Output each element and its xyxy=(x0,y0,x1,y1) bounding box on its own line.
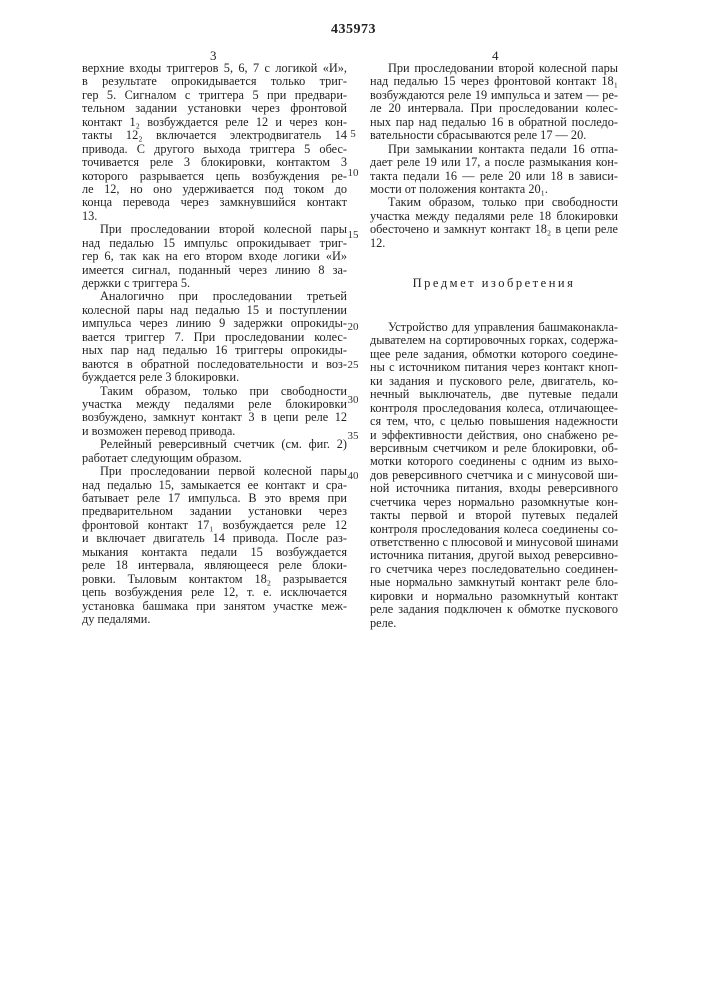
text-line: вается триггер 7. При проследовании колес- xyxy=(82,331,347,344)
right-column xyxy=(370,62,618,250)
text-line: го счетчика через последовательно соединен- xyxy=(370,563,618,576)
text-line: имеется сигнал, поданный через линию 8 за- xyxy=(82,264,347,277)
patent-number: 435973 xyxy=(0,22,707,38)
text-line: вательности сбрасываются реле 17 — 20. xyxy=(370,129,618,142)
text-line: и включает двигатель 14 привода. После раз- xyxy=(82,532,347,545)
text-line: ле 20 интервала. При проследовании колес- xyxy=(370,102,618,115)
text-line: установка башмака при занятом участке меж- xyxy=(82,600,347,613)
text-line: батывает реле 17 импульса. В это время при xyxy=(82,492,347,505)
text-line: щее реле задания, обмотки которого соедине- xyxy=(370,348,618,361)
claims-heading: Предмет изобретения xyxy=(370,276,618,291)
text-line: дывателем на сортировочных горках, содержа- xyxy=(370,334,618,347)
line-number: 5 xyxy=(343,128,363,140)
text-line: и возможен перевод привода. xyxy=(82,425,347,438)
text-line: ки задания и пускового реле, двигатель, ко- xyxy=(370,375,618,388)
line-number: 10 xyxy=(343,167,363,179)
text-line: в результате опрокидывается только триг- xyxy=(82,75,347,88)
line-number: 40 xyxy=(343,470,363,482)
text-line: дов реверсивного счетчика и с минусовой ши- xyxy=(370,469,618,482)
text-line: мости от положения контакта 20₁. xyxy=(370,183,618,196)
text-line: При проследовании первой колесной пары xyxy=(82,465,347,478)
text-line: Аналогично при проследовании третьей xyxy=(82,290,347,303)
text-line: контроля проследования колеса соединены со- xyxy=(370,523,618,536)
text-line: ной источника питания, входы реверсивного xyxy=(370,482,618,495)
line-number: 30 xyxy=(343,394,363,406)
text-line: над педалью 15, замыкается ее контакт и сра- xyxy=(82,479,347,492)
text-line: Устройство для управления башмаконакла- xyxy=(370,321,618,334)
text-line: контакт 1₂ возбуждается реле 12 и через кон- xyxy=(82,116,347,129)
text-line: колесной пары над педалью 15 и поступлении xyxy=(82,304,347,317)
left-column xyxy=(82,62,347,626)
text-line: тельном задании установки через фронтовой xyxy=(82,102,347,115)
line-number: 25 xyxy=(343,359,363,371)
text-line: реле. xyxy=(370,617,618,630)
text-line: такты 12₂ включается электродвигатель 14 xyxy=(82,129,347,142)
text-line: держки с триггера 5. xyxy=(82,277,347,290)
text-line: фронтовой контакт 17₁ возбуждается реле 12 xyxy=(82,519,347,532)
text-line: и эффективности действия, оно снабжено ре- xyxy=(370,429,618,442)
page-number-right: 4 xyxy=(492,48,499,64)
text-line: 13. xyxy=(82,210,347,223)
text-line: ответственно с плюсовой и минусовой шинами xyxy=(370,536,618,549)
text-line: ные нормально замкнутый контакт реле бло- xyxy=(370,576,618,589)
text-line: конца перевода через замкнувшийся контакт xyxy=(82,196,347,209)
text-line: предварительном задании установки через xyxy=(82,505,347,518)
text-line: реле 18 интервала, являющееся реле блоки- xyxy=(82,559,347,572)
text-line: версивным счетчиком и реле блокировки, об- xyxy=(370,442,618,455)
text-line: Релейный реверсивный счетчик (см. фиг. 2) xyxy=(82,438,347,451)
page-number-left: 3 xyxy=(210,48,217,64)
text-line: нечный выключатель, две путевые педали xyxy=(370,388,618,401)
text-line: которого разрывается цепь возбуждения ре- xyxy=(82,170,347,183)
text-line: точивается реле 3 блокировки, контактом 3 xyxy=(82,156,347,169)
text-line: участка между педалями реле 18 блокировки xyxy=(370,210,618,223)
text-line: реле задания подключен к обмотке пускового xyxy=(370,603,618,616)
text-line: 12. xyxy=(370,237,618,250)
text-line: кировки и нормально разомкнутый контакт xyxy=(370,590,618,603)
text-line: возбуждаются реле 19 импульса и затем — ре- xyxy=(370,89,618,102)
line-number: 20 xyxy=(343,321,363,333)
text-line: цепь возбуждения реле 12, т. е. исключается xyxy=(82,586,347,599)
text-line: ных пар над педалью 16 триггеры опрокиды- xyxy=(82,344,347,357)
text-line: такты первой и второй путевых педалей xyxy=(370,509,618,522)
text-line: При замыкании контакта педали 16 отпа- xyxy=(370,143,618,156)
text-line: ду педалями. xyxy=(82,613,347,626)
text-line: гер 5. Сигналом с триггера 5 при предвари- xyxy=(82,89,347,102)
text-line: ровки. Тыловым контактом 18₂ разрывается xyxy=(82,573,347,586)
text-line: Таким образом, только при свободности xyxy=(82,385,347,398)
text-line: контроля проследования колеса, отличающее- xyxy=(370,402,618,415)
text-line: источника питания, другой выход реверсивно- xyxy=(370,549,618,562)
text-line: Таким образом, только при свободности xyxy=(370,196,618,209)
text-line: обесточено и замкнут контакт 18₂ в цепи реле xyxy=(370,223,618,236)
text-line: буждается реле 3 блокировки. xyxy=(82,371,347,384)
line-number: 15 xyxy=(343,229,363,241)
text-line: ных пар над педалью 16 в обратной последо- xyxy=(370,116,618,129)
claims-text xyxy=(370,321,618,630)
text-line: импульса через линию 9 задержки опрокиды- xyxy=(82,317,347,330)
text-line: ваются в обратной последовательности и воз- xyxy=(82,358,347,371)
text-line: работает следующим образом. xyxy=(82,452,347,465)
line-number: 35 xyxy=(343,430,363,442)
text-line: гер 6, так как на его втором входе логики «И» xyxy=(82,250,347,263)
text-line: над педалью 15 импульс опрокидывает триг- xyxy=(82,237,347,250)
text-line: мыкания контакта педали 15 возбуждается xyxy=(82,546,347,559)
text-line: привода. С другого выхода триггера 5 обес- xyxy=(82,143,347,156)
text-line: ны с источником питания через контакт кноп- xyxy=(370,361,618,374)
text-line: счетчика через нормально разомкнутые кон- xyxy=(370,496,618,509)
text-line: над педалью 15 через фронтовой контакт 18₁ xyxy=(370,75,618,88)
text-line: мотки которого соединены с одним из выхо- xyxy=(370,455,618,468)
text-line: такта педали 16 — реле 20 или 18 в зависи- xyxy=(370,170,618,183)
text-line: возбуждено, замкнут контакт 3 в цепи реле 12 xyxy=(82,411,347,424)
text-line: При проследовании второй колесной пары xyxy=(82,223,347,236)
text-line: ле 12, но оно удерживается под током до xyxy=(82,183,347,196)
text-line: ся тем, что, с целью повышения надежности xyxy=(370,415,618,428)
text-line: При проследовании второй колесной пары xyxy=(370,62,618,75)
text-line: участка между педалями реле блокировки xyxy=(82,398,347,411)
text-line: верхние входы триггеров 5, 6, 7 с логикой «И», xyxy=(82,62,347,75)
text-line: дает реле 19 или 17, а после размыкания кон- xyxy=(370,156,618,169)
